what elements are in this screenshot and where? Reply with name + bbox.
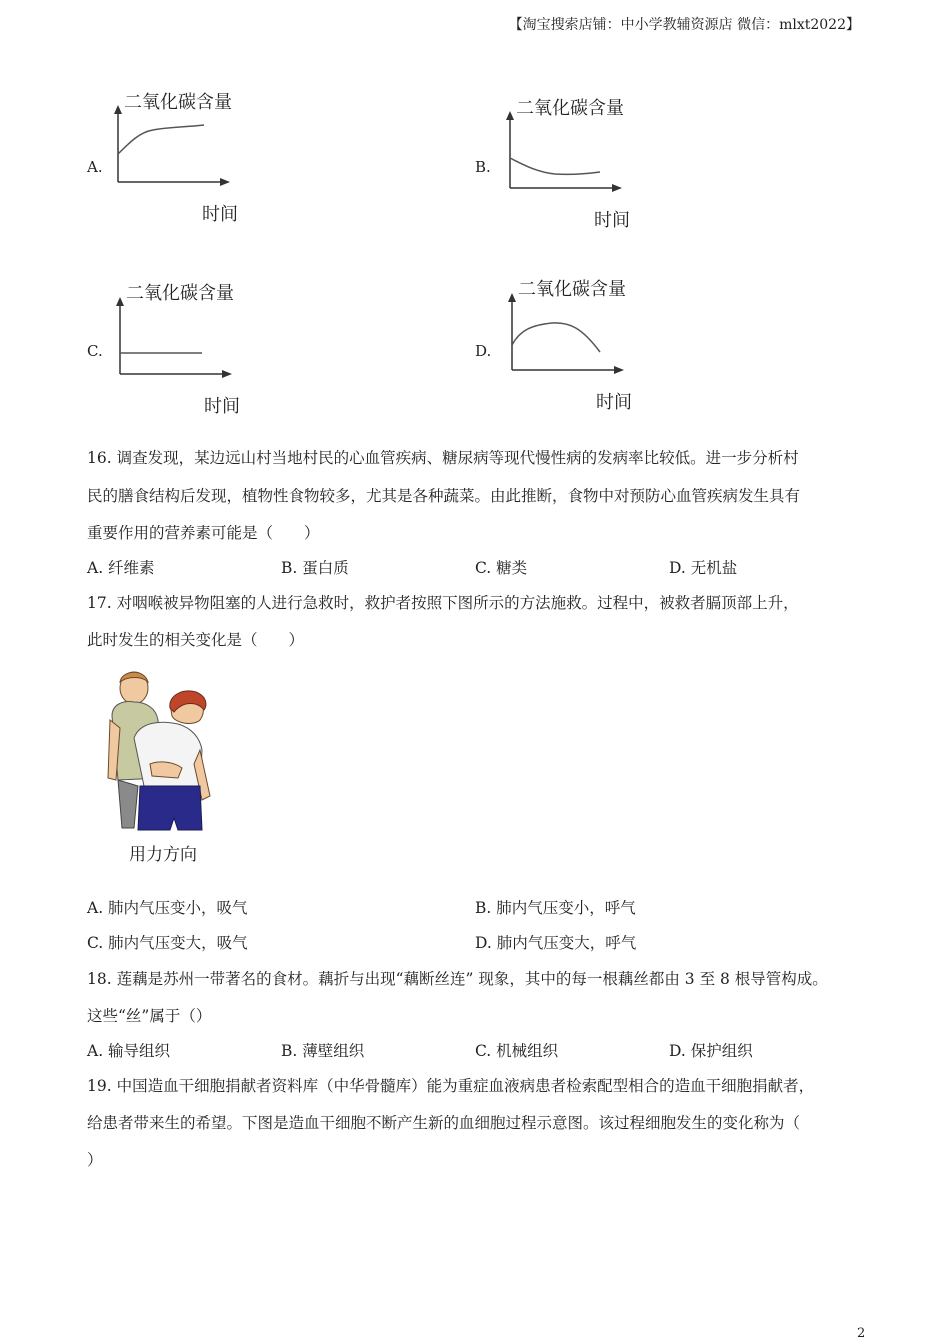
graph-a-xlabel: 时间 xyxy=(202,204,238,225)
q16-option-b: B. 蛋白质 xyxy=(281,559,349,577)
graph-d-ylabel: 二氧化碳含量 xyxy=(518,279,626,300)
q19-line-1: 19. 中国造血干细胞捐献者资料库（中华骨髓库）能为重症血液病患者检索配型相合的造血干细胞捐献者， xyxy=(87,1077,815,1095)
q16-line-1: 16. 调查发现，某边远山村当地村民的心血管疾病、糖尿病等现代慢性病的发病率比较低。进一步分析村 xyxy=(87,449,799,467)
q18-option-d: D. 保护组织 xyxy=(669,1042,753,1060)
q17-option-b: B. 肺内气压变小，呼气 xyxy=(475,899,636,917)
q17-option-a: A. 肺内气压变小，吸气 xyxy=(87,899,248,917)
heimlich-illustration xyxy=(104,668,216,834)
graph-a-curve xyxy=(118,125,204,154)
page-header: 【淘宝搜索店铺：中小学教辅资源店 微信：mlxt2022】 xyxy=(508,17,860,33)
q18-option-b: B. 薄壁组织 xyxy=(281,1042,365,1060)
graph-c-axes xyxy=(110,294,240,384)
q18-line-1: 18. 莲藕是苏州一带著名的食材。藕折与出现“藕断丝连” 现象，其中的每一根藕丝都由 3 至 8 根导管构成。 xyxy=(87,970,828,988)
graph-c-ylabel: 二氧化碳含量 xyxy=(126,283,234,304)
graph-b-curve xyxy=(510,158,600,174)
option-a-letter: A. xyxy=(87,158,103,176)
q18-option-a: A. 输导组织 xyxy=(87,1042,171,1060)
q19-line-3: ） xyxy=(87,1151,103,1169)
graph-b-xlabel: 时间 xyxy=(594,210,630,231)
graph-b-ylabel: 二氧化碳含量 xyxy=(516,98,624,119)
graph-a-axes xyxy=(108,102,238,192)
illustration-caption: 用力方向 xyxy=(129,845,197,865)
graph-d-curve xyxy=(512,323,600,352)
q16-line-3: 重要作用的营养素可能是（ ） xyxy=(87,524,320,542)
q17-line-2: 此时发生的相关变化是（ ） xyxy=(87,631,305,649)
q18-line-2: 这些“丝”属于（） xyxy=(87,1007,212,1025)
option-c-letter: C. xyxy=(87,342,103,360)
q18-option-c: C. 机械组织 xyxy=(475,1042,559,1060)
graph-d-axes xyxy=(502,290,632,380)
q16-option-c: C. 糖类 xyxy=(475,559,528,577)
option-b-letter: B. xyxy=(475,158,491,176)
graph-b-axes xyxy=(500,108,630,198)
graph-a-ylabel: 二氧化碳含量 xyxy=(124,92,232,113)
q16-option-d: D. 无机盐 xyxy=(669,559,738,577)
option-d-letter: D. xyxy=(475,342,492,360)
q16-line-2: 民的膳食结构后发现，植物性食物较多，尤其是各种蔬菜。由此推断，食物中对预防心血管疾病发生具有 xyxy=(87,487,801,505)
q17-line-1: 17. 对咽喉被异物阻塞的人进行急救时，救护者按照下图所示的方法施救。过程中，被救者膈顶部上升， xyxy=(87,594,799,612)
graph-c-xlabel: 时间 xyxy=(204,396,240,417)
q17-option-d: D. 肺内气压变大，呼气 xyxy=(475,934,637,952)
q16-option-a: A. 纤维素 xyxy=(87,559,155,577)
q19-line-2: 给患者带来生的希望。下图是造血干细胞不断产生新的血细胞过程示意图。该过程细胞发生的变化称为（ xyxy=(87,1114,801,1132)
q17-option-c: C. 肺内气压变大，吸气 xyxy=(87,934,248,952)
graph-d-xlabel: 时间 xyxy=(596,392,632,413)
page-number: 2 xyxy=(857,1326,866,1341)
